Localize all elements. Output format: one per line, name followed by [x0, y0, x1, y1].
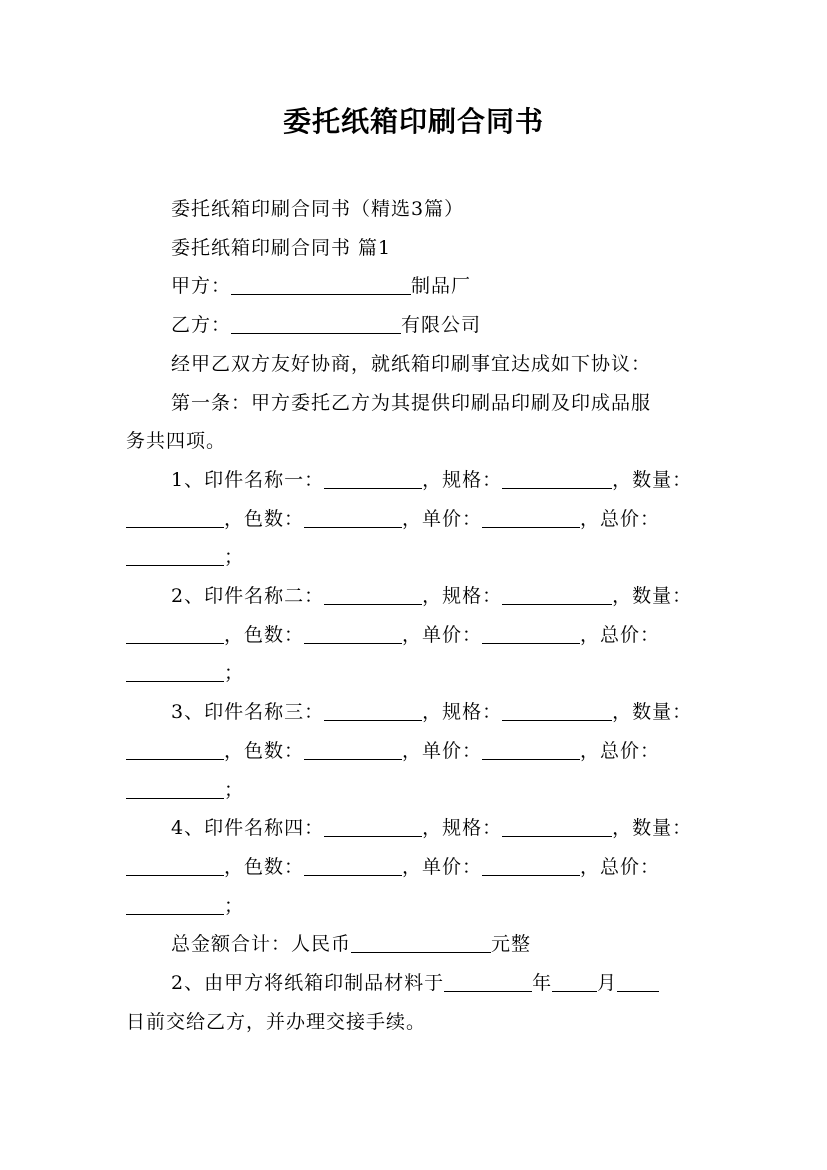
- end-mark: ；: [224, 546, 245, 569]
- total-amount-line: [126, 925, 706, 964]
- unit-price-blank: [482, 739, 580, 760]
- total-suffix: 元整: [491, 933, 532, 956]
- qty-blank: [126, 623, 224, 644]
- item-name-blank: [324, 816, 422, 837]
- item-name: 1、印件名称一：: [171, 468, 325, 491]
- item-name-blank: [324, 584, 422, 605]
- colors-blank: [304, 855, 402, 876]
- unit-price-label: ，单价：: [402, 623, 483, 646]
- party-a-line: [126, 267, 706, 306]
- item-line-1c: [126, 538, 706, 577]
- colors-blank: [304, 623, 402, 644]
- spec-label: ，规格：: [422, 701, 503, 724]
- spec-blank: [502, 700, 612, 721]
- end-mark: ；: [224, 662, 245, 685]
- party-b-blank: [231, 313, 401, 334]
- month-label: 月: [597, 972, 618, 995]
- item-line-3c: [126, 771, 706, 810]
- end-mark: ；: [224, 894, 245, 917]
- item-line-4b: [126, 848, 706, 887]
- party-a-label: 甲方：: [171, 275, 232, 298]
- document-title: 委托纸箱印刷合同书: [282, 105, 544, 138]
- qty-label: ，数量：: [612, 585, 693, 608]
- item-name-blank: [324, 700, 422, 721]
- colors-label: ，色数：: [224, 507, 305, 530]
- unit-price-blank: [482, 507, 580, 528]
- unit-price-label: ，单价：: [402, 855, 483, 878]
- spec-label: ，规格：: [422, 817, 503, 840]
- spec-blank: [502, 584, 612, 605]
- qty-blank: [126, 739, 224, 760]
- unit-price-label: ，单价：: [402, 507, 483, 530]
- year-blank: [444, 971, 532, 992]
- qty-blank: [126, 855, 224, 876]
- clause2-prefix: 2、由甲方将纸箱印制品材料于: [171, 972, 445, 995]
- qty-label: ，数量：: [612, 701, 693, 724]
- total-price-blank: [126, 545, 224, 566]
- clause2-line2: 日前交给乙方，并办理交接手续。: [126, 1010, 427, 1033]
- item-name-blank: [324, 468, 422, 489]
- unit-price-blank: [482, 855, 580, 876]
- item-line-1: [126, 461, 706, 500]
- total-blank: [351, 932, 491, 953]
- item-line-3: [126, 693, 706, 732]
- end-mark: ；: [224, 778, 245, 801]
- total-price-blank: [126, 894, 224, 915]
- spec-blank: [502, 468, 612, 489]
- day-blank: [617, 971, 659, 992]
- section-heading: 委托纸箱印刷合同书 篇1: [171, 236, 392, 259]
- item-line-4: [126, 809, 706, 848]
- spec-blank: [502, 816, 612, 837]
- article1-line2: 务共四项。: [126, 430, 227, 453]
- qty-blank: [126, 507, 224, 528]
- colors-label: ，色数：: [224, 623, 305, 646]
- total-price-label: ，总价：: [580, 623, 661, 646]
- total-label: 总金额合计：人民币: [171, 933, 352, 956]
- total-price-label: ，总价：: [580, 507, 661, 530]
- year-label: 年: [532, 972, 553, 995]
- colors-label: ，色数：: [224, 739, 305, 762]
- subtitle-line: 委托纸箱印刷合同书（精选3篇）: [171, 198, 465, 220]
- total-price-blank: [126, 778, 224, 799]
- article1-line1: 第一条：甲方委托乙方为其提供印刷品印刷及印成品服: [171, 391, 652, 414]
- preamble-line: 经甲乙双方友好协商，就纸箱印刷事宜达成如下协议：: [171, 352, 652, 375]
- colors-label: ，色数：: [224, 855, 305, 878]
- item-line-3b: [126, 732, 706, 771]
- qty-label: ，数量：: [612, 468, 693, 491]
- party-a-blank: [231, 274, 411, 295]
- item-name: 3、印件名称三：: [171, 701, 325, 724]
- party-b-line: [126, 306, 706, 345]
- spec-label: ，规格：: [422, 585, 503, 608]
- total-price-label: ，总价：: [580, 739, 661, 762]
- party-b-suffix: 有限公司: [401, 314, 482, 337]
- item-name: 4、印件名称四：: [171, 817, 325, 840]
- unit-price-label: ，单价：: [402, 739, 483, 762]
- spec-label: ，规格：: [422, 468, 503, 491]
- qty-label: ，数量：: [612, 817, 693, 840]
- clause2-line1: [126, 964, 706, 1003]
- item-line-2c: [126, 654, 706, 693]
- party-b-label: 乙方：: [171, 314, 232, 337]
- colors-blank: [304, 739, 402, 760]
- item-line-2b: [126, 616, 706, 655]
- total-price-blank: [126, 661, 224, 682]
- month-blank: [552, 971, 597, 992]
- item-line-4c: [126, 887, 706, 926]
- item-line-2: [126, 577, 706, 616]
- item-name: 2、印件名称二：: [171, 585, 325, 608]
- document-body: [126, 190, 706, 1041]
- party-a-suffix: 制品厂: [411, 275, 472, 298]
- item-line-1b: [126, 500, 706, 539]
- unit-price-blank: [482, 623, 580, 644]
- total-price-label: ，总价：: [580, 855, 661, 878]
- colors-blank: [304, 507, 402, 528]
